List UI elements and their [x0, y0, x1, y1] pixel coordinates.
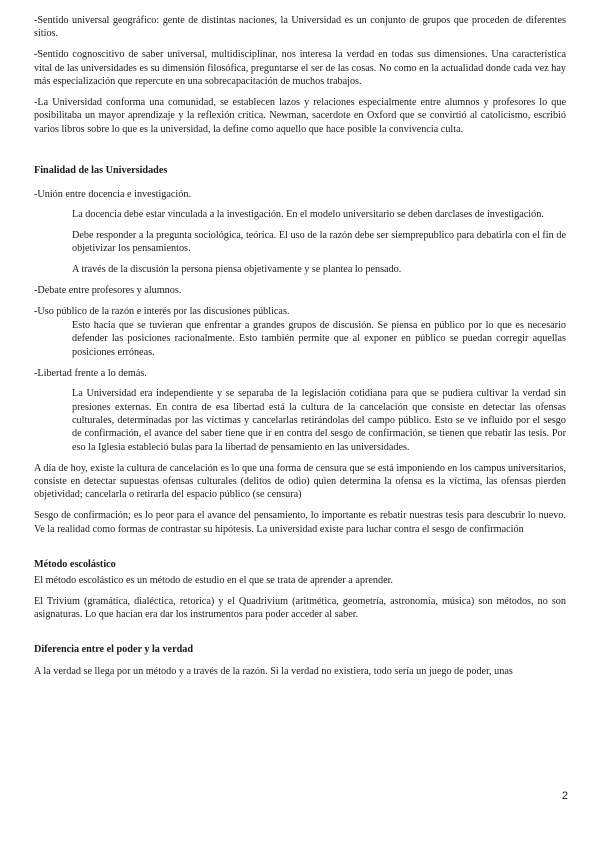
list-item-uso-publico: -Uso público de la razón e interés por las discusiones públicas.: [34, 305, 290, 317]
sub-paragraph-discusion: A través de la discusión la persona piensa objetivamente y se plantea lo pensado.: [72, 264, 402, 276]
list-item-debate: -Debate entre profesores y alumnos.: [34, 285, 182, 297]
sub-paragraph-uso-publico: Esto hacía que se tuvieran que enfrentar a grandes grupos de discusión. Se piensa en público por lo que es necesario defender las posiciones racionalmente. Esto también permite que al exponer en público se puedan corregir aquellas posiciones erróneas.: [72, 320, 566, 358]
document-page: [34, 14, 566, 686]
list-item-libertad: -Libertad frente a lo demás.: [34, 367, 147, 379]
section-heading-metodo: Método escolástico: [34, 559, 116, 571]
paragraph-metodo-2: El Trivium (gramática, dialéctica, retorica) y el Quadrivium (aritmética, geometría, astronomía, música) son métodos, no son asignaturas. Lo que hacían era dar los instrumentos para poder acceder al saber.: [34, 595, 566, 620]
section-heading-diferencia: Diferencia entre el poder y la verdad: [34, 644, 194, 656]
paragraph-sesgo: Sesgo de confirmación; es lo peor para el avance del pensamiento, lo importante es rebatir nuestras tesis para descubrir lo nuevo. Ve la realidad como formas de contrastar su hipótesis. La universidad existe para luchar contra el sesgo de confirmación: [34, 510, 566, 535]
sub-paragraph-docencia: La docencia debe estar vinculada a la investigación. En el modelo universitario se deben darclases de investigación.: [72, 209, 544, 221]
list-item-union: -Unión entre docencia e investigación.: [34, 188, 191, 200]
sub-paragraph-libertad: La Universidad era independiente y se separaba de la legislación cotidiana para que se pudiera cultivar la verdad sin presiones externas. En contra de esa libertad está la cultura de la cancelación que consiste en detectar las ofensas culturales, determinadas por las víctimas y cancelarlas retirándolas del campo público. Esto se ve influido por el sesgo de confirmación, el avance del saber tiene que ir en contra del sesgo de confirmación, se tienen que rebatir las tesis. Por eso la Iglesia estableció bulas para la libertad de pensamiento en las universidades.: [72, 388, 566, 453]
intro-paragraph-1: -Sentido universal geográfico: gente de distintas naciones, la Universidad es un conjunto de grupos que proceden de diferentes sitios.: [34, 15, 566, 40]
section-heading-finalidad: Finalidad de las Universidades: [34, 165, 168, 177]
sub-paragraph-pregunta: Debe responder a la pregunta sociológica, teórica. El uso de la razón debe ser siemprepublico para debatirla con el fin de objetivizar los pensamientos.: [72, 229, 566, 255]
page-number: 2: [561, 790, 568, 802]
paragraph-cancelacion: A día de hoy, existe la cultura de cancelación es lo que una forma de censura que se está imponiendo en los campus universitarios, consiste en detectar supuestas ofensas culturales (delitos de odio) quien determina la ofensa es la víctima, las ofensas pierden objetividad; cancelarla o retirarla del espacio público (se censura): [34, 462, 566, 501]
intro-paragraph-3: -La Universidad conforma una comunidad, se establecen lazos y relaciones especialmente entre alumnos y profesores lo que posibilitaba un mayor aprendizaje y la reflexión crítica. Newman, sacerdote en Oxford que se convirtió al catolicismo, escribió varios libros sobre lo que es la universidad, la define como aquello que hace posible la convivencia culta.: [34, 97, 566, 135]
paragraph-diferencia-1: A la verdad se llega por un método y a través de la razón. Si la verdad no existiera, todo sería un juego de poder, unas: [34, 665, 513, 677]
intro-paragraph-2: -Sentido cognoscitivo de saber universal, multidisciplinar, nos interesa la verdad en todas sus dimensiones. Una característica vital de las universidades es su dimensión filosófica, preguntarse el ser de las cosas. No como en la actualidad donde cada vez hay más especialización que repercute en una sobrecapacitación de muchos trabajos.: [34, 49, 566, 88]
paragraph-metodo-1: El método escolástico es un método de estudio en el que se trata de aprender a aprender.: [34, 574, 393, 586]
